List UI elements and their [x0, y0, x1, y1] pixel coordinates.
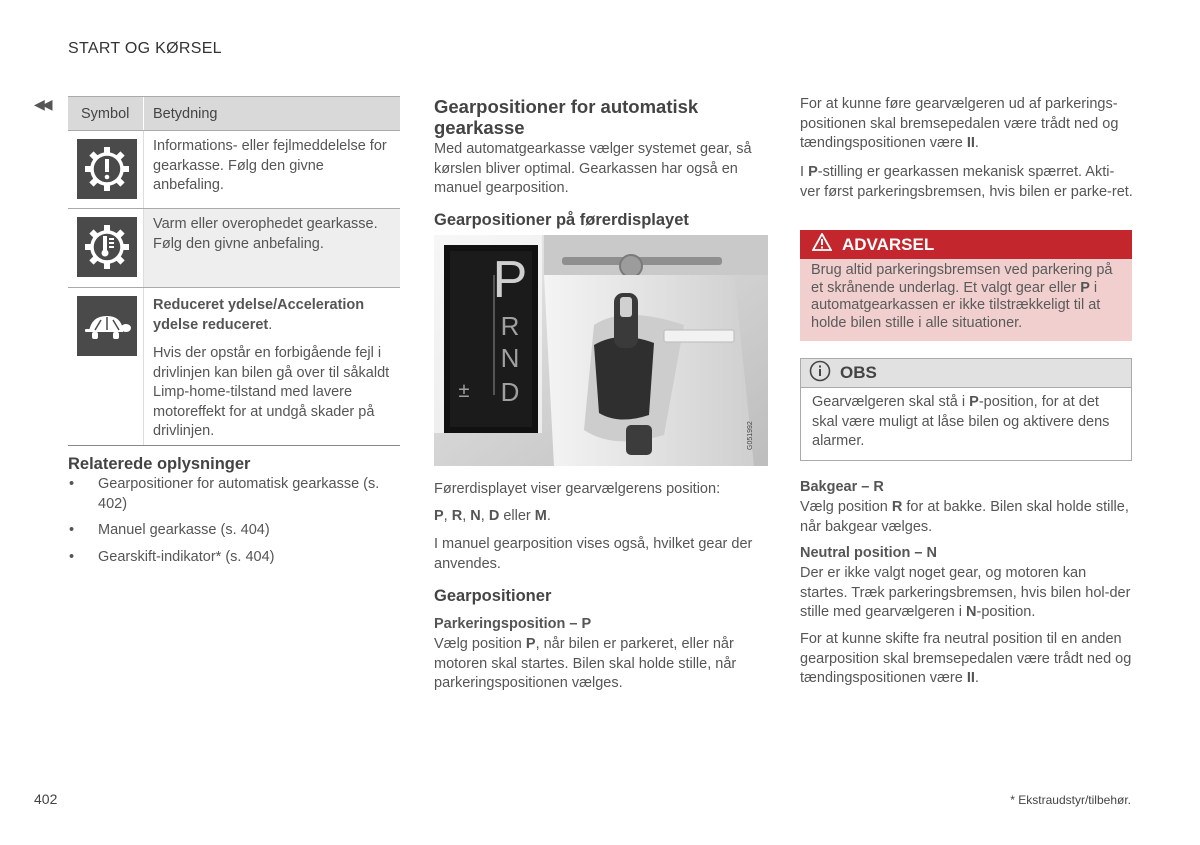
paragraph-park-lock: I P-stilling er gearkassen mekanisk spærret. Akti-ver først parkeringsbremsen, hvis bilen er parke-ret. — [800, 164, 1133, 200]
double-chevron-left-icon[interactable]: ◀◀ — [34, 96, 50, 112]
gear-p-letter: P — [492, 251, 528, 309]
neutral-heading: Neutral position – N — [800, 545, 937, 561]
neutral-paragraph: Der er ikke valgt noget gear, og motoren kan startes. Træk parkeringsbremsen, hvis bilen hol-der stille med gearvælgeren i N-position. — [800, 565, 1131, 620]
reverse-heading: Bakgear – R — [800, 479, 884, 495]
gear-manual-symbol: ± — [458, 380, 470, 402]
warning-text: Brug altid parkeringsbremsen ved parkering på et skrånende underlag. Et valgt gear eller P i automatgearkassen er ikke tilstrækkeligt til at holde bilen stille i alle situationer. — [800, 259, 1132, 341]
table-row — [68, 130, 400, 208]
table-row: Reduceret ydelse/Acceleration ydelse reduceret. Hvis der opstår en forbigående fejl i drivlinjen kan bilen gå over til såkaldt Limp-home-tilstand med lavere motoreffekt for at undgå skader på drivlinjen. — [68, 287, 400, 446]
manual-paragraph: I manuel gearposition vises også, hvilket gear der anvendes. — [434, 536, 753, 572]
image-code: G051992 — [747, 421, 754, 450]
image-caption: Førerdisplayet viser gearvælgerens position: — [434, 481, 721, 497]
related-heading: Relaterede oplysninger — [68, 455, 251, 473]
parking-heading: Parkeringsposition – P — [434, 616, 592, 632]
list-item[interactable]: • Manuel gearkasse (s. 404) — [69, 522, 270, 538]
note-title: OBS — [840, 363, 877, 382]
note-box — [800, 358, 1132, 461]
gear-d-letter: D — [500, 377, 520, 407]
table-cell-meaning: Informations- eller fejlmeddelelse for gearkasse. Følg den givne anbefaling. — [153, 138, 387, 193]
gear-selector-image — [434, 235, 768, 466]
intro-paragraph: Med automatgearkasse vælger systemet gear, så kørslen bliver optimal. Gearkassen har også en manuel gearposition. — [434, 141, 752, 196]
column-header-meaning: Betydning — [153, 105, 218, 122]
turtle-icon — [77, 296, 137, 356]
page-number: 402 — [34, 791, 58, 807]
table-row — [68, 208, 400, 287]
display-heading: Gearpositioner på førerdisplayet — [434, 211, 689, 229]
gear-r-letter: R — [500, 311, 520, 341]
gear-n-letter: N — [500, 343, 520, 373]
warning-triangle-icon — [812, 233, 832, 256]
page-header: START OG KØRSEL — [68, 40, 222, 57]
positions-heading: Gearpositioner — [434, 587, 552, 605]
table-cell-meaning: Varm eller overophedet gearkasse. Følg den givne anbefaling. — [153, 216, 378, 252]
warning-box — [800, 230, 1132, 341]
warning-title: ADVARSEL — [842, 234, 935, 254]
table-cell-meaning: Hvis der opstår en forbigående fejl i drivlinjen kan bilen gå over til såkaldt Limp-home-tilstand med lavere motoreffekt for at undgå skader på drivlinjen. — [153, 345, 390, 439]
table-header — [68, 96, 400, 130]
gear-list-line: P, R, N, D eller M. — [434, 508, 551, 524]
note-text: Gearvælgeren skal stå i P-position, for at det skal være muligt at låse bilen og aktivere dens alarmer. — [812, 394, 1110, 449]
reverse-paragraph: Vælg position R for at bakke. Bilen skal holde stille, når bakgear vælges. — [800, 499, 1129, 535]
section-title: Gearpositioner for automatisk gearkasse — [434, 96, 699, 138]
column-header-symbol: Symbol — [68, 97, 144, 130]
footnote: * Ekstraudstyr/tilbehør. — [1010, 793, 1131, 807]
symbol-table — [68, 96, 400, 446]
info-icon — [809, 360, 831, 387]
list-item[interactable]: • Gearskift-indikator* (s. 404) — [69, 548, 275, 565]
paragraph-park-release: For at kunne føre gearvælgeren ud af parkerings-positionen skal bremsepedalen være trådt ned og tændingspositionen være II. — [800, 96, 1119, 151]
gear-warning-icon — [77, 139, 137, 199]
gear-temperature-icon — [77, 217, 137, 277]
shift-paragraph: For at kunne skifte fra neutral position til en anden gearposition skal bremsepedalen være trådt ned og tændingspositionen være II. — [800, 631, 1132, 686]
list-item[interactable]: • Gearpositioner for automatisk gearkasse (s. 402) — [69, 476, 380, 512]
parking-paragraph: Vælg position P, når bilen er parkeret, eller når motoren skal startes. Bilen skal holde stille, når parkeringspositionen vælges. — [434, 636, 737, 691]
related-list — [68, 475, 388, 574]
row-heading: Reduceret ydelse/Acceleration ydelse reduceret — [153, 297, 365, 333]
